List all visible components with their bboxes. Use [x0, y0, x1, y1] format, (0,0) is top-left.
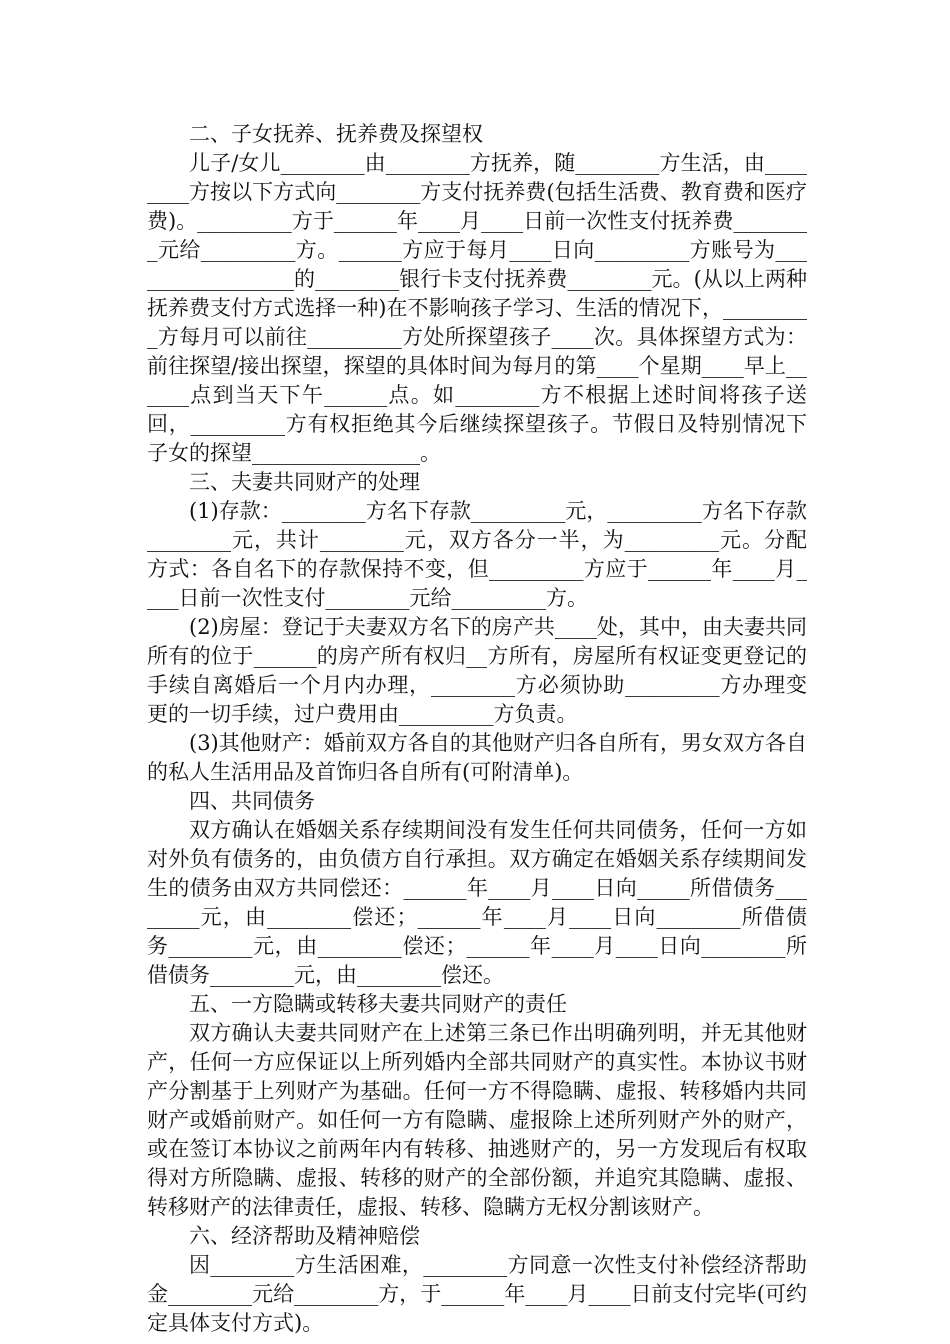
paragraph-child-custody: 儿子/女儿________由________方抚养，随________方生活，由________方按以下方式向________方支付抚养费(包括生活费、教育费和医疗费)。_________方于______年____月____日前一次性支付抚养费________元给_________方。______方应于每月____日向_________方账号为_________________的________银行卡支付抚养费________元。(从以上两种抚养费支付方式选择一种)在不影响孩子学习、生活的情况下，_________方每月可以前往_________方处所探望孩子____次。具体探望方式为：前往探望/接出探望，探望的具体时间为每月的第____个星期____早上______点到当天下午______点。如________方不根据上述时间将孩子送回，_________方有权拒绝其今后继续探望孩子。节假日及特别情况下子女的探望________________。 — [147, 151, 807, 465]
document-page — [147, 120, 807, 1338]
section-heading-economic-aid: 六、经济帮助及精神赔偿 — [189, 1224, 420, 1248]
paragraph-other-property: (3)其他财产：婚前双方各自的其他财产归各自所有，男女双方各自的私人生活用品及首饰归各自所有(可附清单)。 — [147, 731, 807, 784]
paragraph-housing: (2)房屋：登记于夫妻双方名下的房产共____处，其中，由夫妻共同所有的位于______的房产所有权归__方所有，房屋所有权证变更登记的手续自离婚后一个月内办理，________方必须协助_________方办理变更的一切手续，过户费用由_________方负责。 — [147, 615, 807, 726]
section-heading-concealment-liability: 五、一方隐瞒或转移夫妻共同财产的责任 — [189, 992, 567, 1016]
paragraph-economic-aid: 因________方生活困难，________方同意一次性支付补偿经济帮助金________元给________方，于______年____月____日前支付完毕(可约定具体支付方式)。 — [147, 1253, 807, 1335]
paragraph-deposits: (1)存款：________方名下存款_________元，_________方名下存款________元，共计________元，双方各分一半，为_________元。分配方式：各自名下的存款保持不变，但_________方应于______年____月____日前一次性支付________元给_________方。 — [147, 499, 807, 610]
section-heading-joint-debts: 四、共同债务 — [189, 789, 315, 813]
paragraph-joint-debts: 双方确认在婚姻关系存续期间没有发生任何共同债务，任何一方如对外负有债务的，由负债方自行承担。双方确定在婚姻关系存续期间发生的债务由双方共同偿还：______年____月____日向_____所借债务________元，由________偿还；______年____月____日向________所借债务________元，由________偿还；______年____月____日向________所借债务________元，由________偿还。 — [147, 818, 807, 987]
section-heading-joint-property: 三、夫妻共同财产的处理 — [189, 470, 420, 494]
section-heading-child-custody: 二、子女抚养、抚养费及探望权 — [189, 122, 483, 146]
paragraph-concealment-liability: 双方确认夫妻共同财产在上述第三条已作出明确列明，并无其他财产，任何一方应保证以上所列婚内全部共同财产的真实性。本协议书财产分割基于上列财产为基础。任何一方不得隐瞒、虚报、转移婚内共同财产或婚前财产。如任何一方有隐瞒、虚报除上述所列财产外的财产，或在签订本协议之前两年内有转移、抽逃财产的，另一方发现后有权取得对方所隐瞒、虚报、转移的财产的全部份额，并追究其隐瞒、虚报、转移财产的法律责任，虚报、转移、隐瞒方无权分割该财产。 — [147, 1021, 807, 1219]
